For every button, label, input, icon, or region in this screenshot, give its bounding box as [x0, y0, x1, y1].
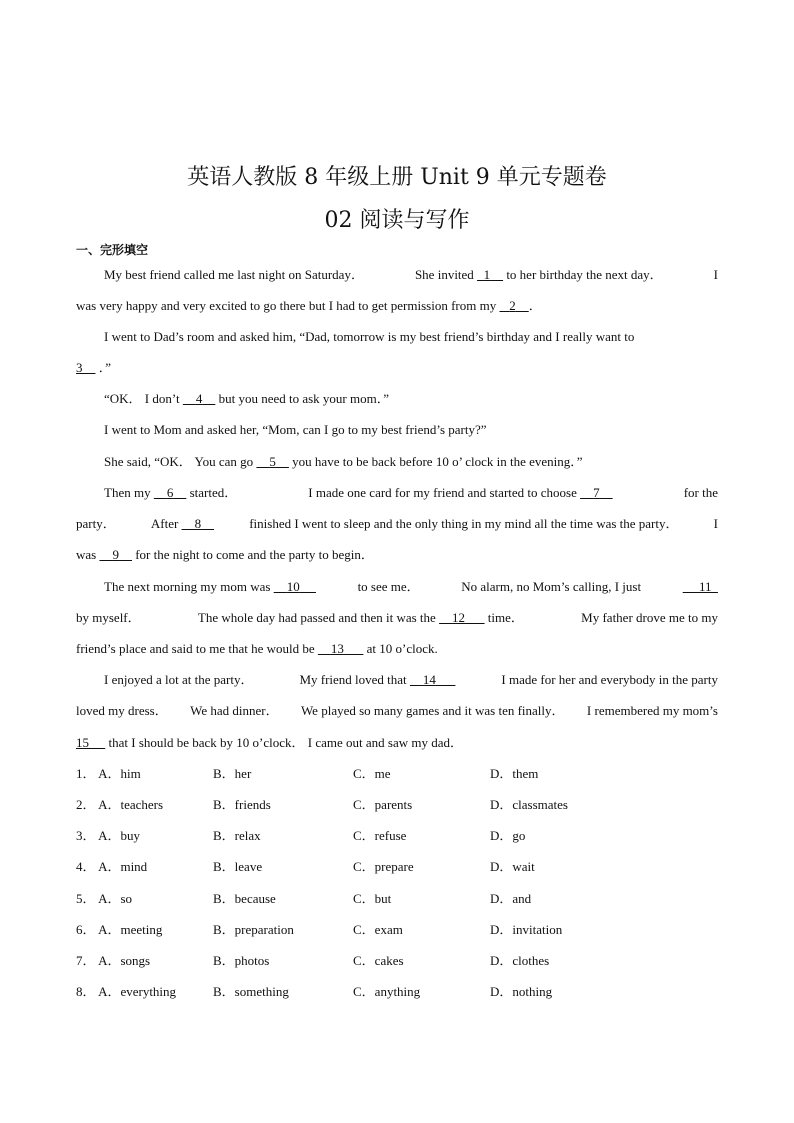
option-d: D．them	[490, 766, 539, 781]
blank-5: 5	[269, 454, 276, 469]
text-segment: My friend loved that	[299, 672, 407, 687]
passage-line	[76, 516, 718, 532]
blank-11: 11	[698, 579, 712, 594]
passage-line	[104, 485, 718, 501]
document-subtitle: 02 阅读与写作	[324, 208, 470, 233]
text-segment: was	[76, 547, 97, 562]
option-c: C．prepare	[353, 859, 414, 874]
text-segment: I remembered my mom’s	[586, 703, 718, 718]
passage-line	[76, 641, 718, 657]
option-c: C．cakes	[353, 953, 404, 968]
text-segment: time．	[487, 610, 524, 625]
blank-1: 1	[483, 267, 491, 282]
text-segment: ．”	[98, 360, 112, 375]
blank-9: 9	[112, 547, 119, 562]
text-segment: party．	[76, 516, 116, 531]
text-segment: I went to Dad’s room and asked him, “Dad, tomorrow is my best friend’s birthday and I really want to	[104, 329, 635, 344]
option-c: C．me	[353, 766, 391, 781]
text-segment: I went to Mom and asked her, “Mom, can I go to my best friend’s party?”	[104, 422, 487, 437]
option-a: 2． A．teachers	[76, 797, 164, 812]
option-d: D．go	[490, 828, 526, 843]
option-b: B．relax	[213, 828, 261, 843]
text-segment: I came out and saw my dad．	[307, 735, 464, 750]
option-a: 4． A．mind	[76, 859, 148, 874]
text-segment: was very happy and very excited to go there but I had to get permission from my	[76, 298, 497, 313]
blank-13: 13	[330, 641, 344, 656]
blank-7: 7	[593, 485, 600, 500]
text-segment: I made one card for my friend and started to choose	[308, 485, 577, 500]
blank-12: 12	[452, 610, 466, 625]
option-d: D．invitation	[490, 922, 563, 937]
blank-14: 14	[422, 672, 436, 687]
passage-line	[104, 267, 718, 283]
text-segment: My father drove me to my	[581, 610, 718, 625]
text-segment: loved my dress．	[76, 703, 168, 718]
text-segment: I made for her and everybody in the party	[501, 672, 718, 687]
passage-line	[76, 298, 718, 314]
blank-3: 3	[76, 360, 83, 375]
option-b: B．friends	[213, 797, 271, 812]
option-a: 3． A．buy	[76, 828, 140, 843]
option-c: C．refuse	[353, 828, 407, 843]
blank-8: 8	[194, 516, 202, 531]
text-segment: Then my	[104, 485, 151, 500]
document-title: 英语人教版 8 年级上册 Unit 9 单元专题卷	[187, 165, 607, 190]
option-c: C．parents	[353, 797, 413, 812]
text-segment: to see me．	[357, 579, 420, 594]
option-a: 7． A．songs	[76, 953, 151, 968]
text-segment: by myself．	[76, 610, 141, 625]
option-a: 1． A．him	[76, 766, 141, 781]
text-segment: You can go	[194, 454, 254, 469]
option-c: C．exam	[353, 922, 403, 937]
text-segment: started．	[189, 485, 238, 500]
text-segment: friend’s place and said to me that he would be	[76, 641, 315, 656]
text-segment: ．	[528, 298, 542, 313]
option-b: B．preparation	[213, 922, 294, 937]
text-segment: She invited	[414, 267, 474, 282]
option-c: C．anything	[353, 984, 421, 999]
passage-line	[76, 703, 718, 719]
blank-6: 6	[166, 485, 174, 500]
passage-line	[104, 454, 718, 470]
passage-line	[104, 672, 718, 688]
option-d: D．clothes	[490, 953, 550, 968]
passage-line	[76, 610, 718, 626]
passage-line	[104, 579, 718, 595]
section-heading: 一、完形填空	[76, 243, 149, 257]
blank-2: 2	[509, 298, 516, 313]
option-d: D．nothing	[490, 984, 553, 999]
text-segment: you have to be back before 10 o’ clock in the evening．”	[292, 454, 583, 469]
text-segment: My best friend called me last night on Saturday．	[104, 267, 364, 282]
text-segment: that I should be back by 10 o’clock．	[108, 735, 305, 750]
text-segment: I	[713, 516, 718, 531]
text-segment: to her birthday the next day．	[506, 267, 663, 282]
passage-line	[76, 735, 718, 751]
text-segment: No alarm, no Mom’s calling, I just	[461, 579, 642, 594]
text-segment: but you need to ask your mom．”	[218, 391, 390, 406]
option-d: D．classmates	[490, 797, 568, 812]
blank-15: 15	[76, 735, 89, 750]
text-segment: We had dinner．	[190, 703, 279, 718]
text-segment: The whole day had passed and then it was the	[197, 610, 436, 625]
passage-line	[104, 391, 718, 407]
blank-4: 4	[195, 391, 203, 406]
text-segment: I	[713, 267, 718, 282]
passage-line	[104, 329, 718, 345]
text-segment: “OK．	[104, 391, 142, 406]
passage-line	[104, 422, 718, 438]
option-c: C．but	[353, 891, 392, 906]
text-segment: The next morning my mom was	[104, 579, 271, 594]
text-segment: at 10 o’clock.	[366, 641, 438, 656]
option-b: B．photos	[213, 953, 270, 968]
text-segment: She said, “OK．	[104, 454, 192, 469]
passage-line	[76, 547, 718, 563]
text-segment: I don’t	[144, 391, 180, 406]
text-segment: finished I went to sleep and the only thing in my mind all the time was the party．	[249, 516, 679, 531]
option-b: B．her	[213, 766, 252, 781]
option-a: 5． A．so	[76, 891, 133, 906]
text-segment: for the	[683, 485, 718, 500]
blank-10: 10	[286, 579, 300, 594]
passage-line	[76, 360, 718, 376]
text-segment: After	[150, 516, 179, 531]
option-b: B．because	[213, 891, 276, 906]
option-b: B．something	[213, 984, 289, 999]
option-a: 6． A．meeting	[76, 922, 163, 937]
text-segment: I enjoyed a lot at the party．	[104, 672, 254, 687]
option-b: B．leave	[213, 859, 263, 874]
option-d: D．and	[490, 891, 532, 906]
text-segment: for the night to come and the party to begin．	[135, 547, 374, 562]
option-a: 8． A．everything	[76, 984, 177, 999]
option-d: D．wait	[490, 859, 535, 874]
text-segment: We played so many games and it was ten finally．	[300, 703, 565, 718]
